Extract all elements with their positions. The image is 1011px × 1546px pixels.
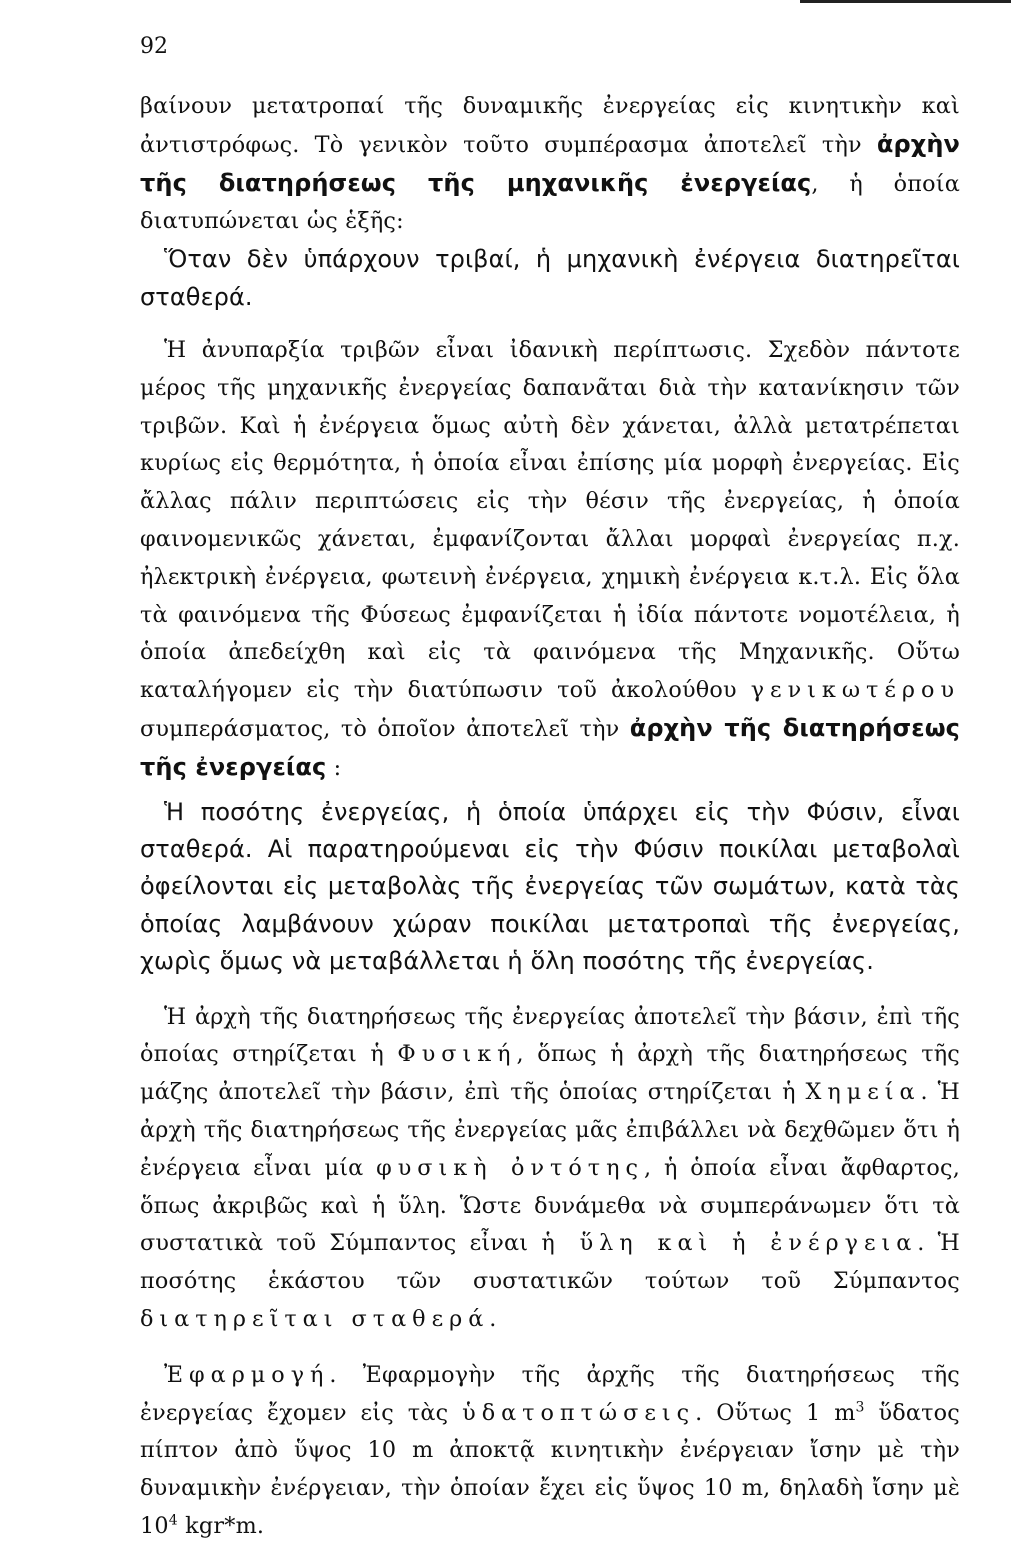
- spaced-term: ὑδατοπτώσεις: [462, 1399, 696, 1426]
- text-run: ὕδατος πίπτον ἀπὸ ὕψος 10 m ἀποκτᾷ κινητικὴν ἐνέργειαν ἴσην μὲ τὴν δυναμικὴν ἐνέργειαν, τὴν ὁποίαν ἔχει εἰς ὕψος 10 m, δηλαδὴ ἴσην μὲ 10: [140, 1399, 960, 1539]
- page-body: [140, 88, 960, 1546]
- spaced-term: διατηρεῖται σταθερά: [140, 1305, 490, 1332]
- superscript: 4: [168, 1512, 178, 1529]
- text-run: , ἡ ὁποία εἶναι ἄφθαρτος, ὅπως ἀκριβῶς καὶ ἡ ὕλη. Ὥστε δυνάμεθα νὰ συμπεράνωμεν ὅτι τὰ συστατικὰ τοῦ Σύμπαντος εἶναι: [140, 1154, 961, 1257]
- bold-term: ἀρχὴν τῆς διατηρήσεως τῆς μηχανικῆς ἐνεργείας: [140, 129, 960, 197]
- paragraph-principle-basis: [140, 999, 960, 1339]
- text-run: . Ἐφαρμογὴν τῆς ἀρχῆς τῆς διατηρήσεως τῆς ἐνεργείας ἔχομεν εἰς τὰς: [140, 1361, 960, 1426]
- text-run: , ἡ ὁποία διατυπώνεται ὡς ἑξῆς:: [140, 170, 960, 235]
- text-run: συμπεράσματος, τὸ ὁποῖον ἀποτελεῖ τὴν: [140, 715, 630, 742]
- paragraph-friction: [140, 332, 960, 788]
- superscript: 3: [855, 1399, 865, 1416]
- text-run: .: [489, 1305, 497, 1332]
- text-run: :: [326, 754, 342, 781]
- paragraph-conservation-mechanical: [140, 88, 960, 241]
- statement-energy-conservation: Ἡ ποσότης ἐνεργείας, ἡ ὁποία ὑπάρχει εἰς τὴν Φύσιν, εἶναι σταθερά. Αἱ παρατηρούμεναι εἰς τὴν Φύσιν ποικίλαι μεταβολαὶ ὀφείλονται εἰς μεταβολὰς τῆς ἐνεργείας τῶν σωμάτων, κατὰ τὰς ὁποίας λαμβάνουν χώραν ποικίλαι μετατροπαὶ τῆς ἐνεργείας, χωρὶς ὅμως νὰ μεταβάλλεται ἡ ὅλη ποσότης τῆς ἐνεργείας.: [140, 797, 960, 976]
- spaced-term: γενικωτέρου: [750, 677, 960, 704]
- spaced-heading: Ἐφαρμογή: [164, 1361, 330, 1388]
- text-run: Ἡ ἀρχὴ τῆς διατηρήσεως τῆς ἐνεργείας ἀποτελεῖ τὴν βάσιν, ἐπὶ τῆς ὁποίας στηρίζεται ἡ: [140, 1003, 960, 1068]
- page-number: 92: [140, 34, 168, 59]
- text-run: . Οὕτως 1 m: [695, 1399, 856, 1426]
- spaced-term: Χημεία: [805, 1079, 921, 1106]
- statement-mechanical-energy: Ὅταν δὲν ὑπάρχουν τριβαί, ἡ μηχανικὴ ἐνέργεια διατηρεῖται σταθερά.: [140, 245, 960, 311]
- text-run: . Ἡ ἀρχὴ τῆς διατηρήσεως τῆς ἐνεργείας μᾶς ἐπιβάλλει νὰ δεχθῶμεν ὅτι ἡ ἐνέργεια εἶναι μία: [140, 1079, 960, 1181]
- text-run: βαίνουν μετατροπαί τῆς δυναμικῆς ἐνεργείας εἰς κινητικὴν καὶ ἀντιστρόφως. Τὸ γενικὸν τοῦτο συμπέρασμα ἀποτελεῖ τὴν: [140, 93, 960, 158]
- text-run: Ἡ ἀνυπαρξία τριβῶν εἶναι ἰδανικὴ περίπτωσις. Σχεδὸν πάντοτε μέρος τῆς μηχανικῆς ἐνεργείας δαπανᾶται διὰ τὴν κατανίκησιν τῶν τριβῶν. Καὶ ἡ ἐνέργεια ὅμως αὐτὴ δὲν χάνεται, ἀλλὰ μετατρέπεται κυρίως εἰς θερμότητα, ἡ ὁποία εἶναι ἐπίσης μία μορφὴ ἐνεργείας. Εἰς ἄλλας πάλιν περιπτώσεις εἰς τὴν θέσιν τῆς ἐνεργείας, ἡ ὁποία φαινομενικῶς χάνεται, ἐμφανίζονται ἄλλαι μορφαὶ ἐνεργείας π.χ. ἠλεκτρικὴ ἐνέργεια, φωτεινὴ ἐνέργεια, χημικὴ ἐνέργεια κ.τ.λ. Εἰς ὅλα τὰ φαινόμενα τῆς Φύσεως ἐμφανίζεται ἡ ἰδία πάντοτε νομοτέλεια, ἡ ὁποία ἀπεδείχθη καὶ εἰς τὰ φαινόμενα τῆς Μηχανικῆς. Οὕτω καταλήγομεν εἰς τὴν διατύπωσιν τοῦ ἀκολούθου: [140, 337, 960, 704]
- spaced-term: Φυσική: [397, 1041, 517, 1068]
- top-edge-rule: [800, 0, 1011, 3]
- bold-term: ἀρχὴν τῆς διατηρήσεως τῆς ἐνεργείας: [140, 713, 961, 781]
- text-run: , ὅπως ἡ ἀρχὴ τῆς διατηρήσεως τῆς μάζης ἀποτελεῖ τὴν βάσιν, ἐπὶ τῆς ὁποίας στηρίζεται ἡ: [140, 1041, 960, 1106]
- spaced-term: ἡ ὕλη καὶ ἡ ἐνέργεια: [541, 1230, 918, 1257]
- spaced-term: φυσικὴ ὀντότης: [376, 1154, 644, 1181]
- paragraph-application: [140, 1357, 960, 1546]
- text-run: kgr*m.: [177, 1512, 265, 1539]
- text-run: . Ἡ ποσότης ἑκάστου τῶν συστατικῶν τούτων τοῦ Σύμπαντος: [140, 1230, 961, 1295]
